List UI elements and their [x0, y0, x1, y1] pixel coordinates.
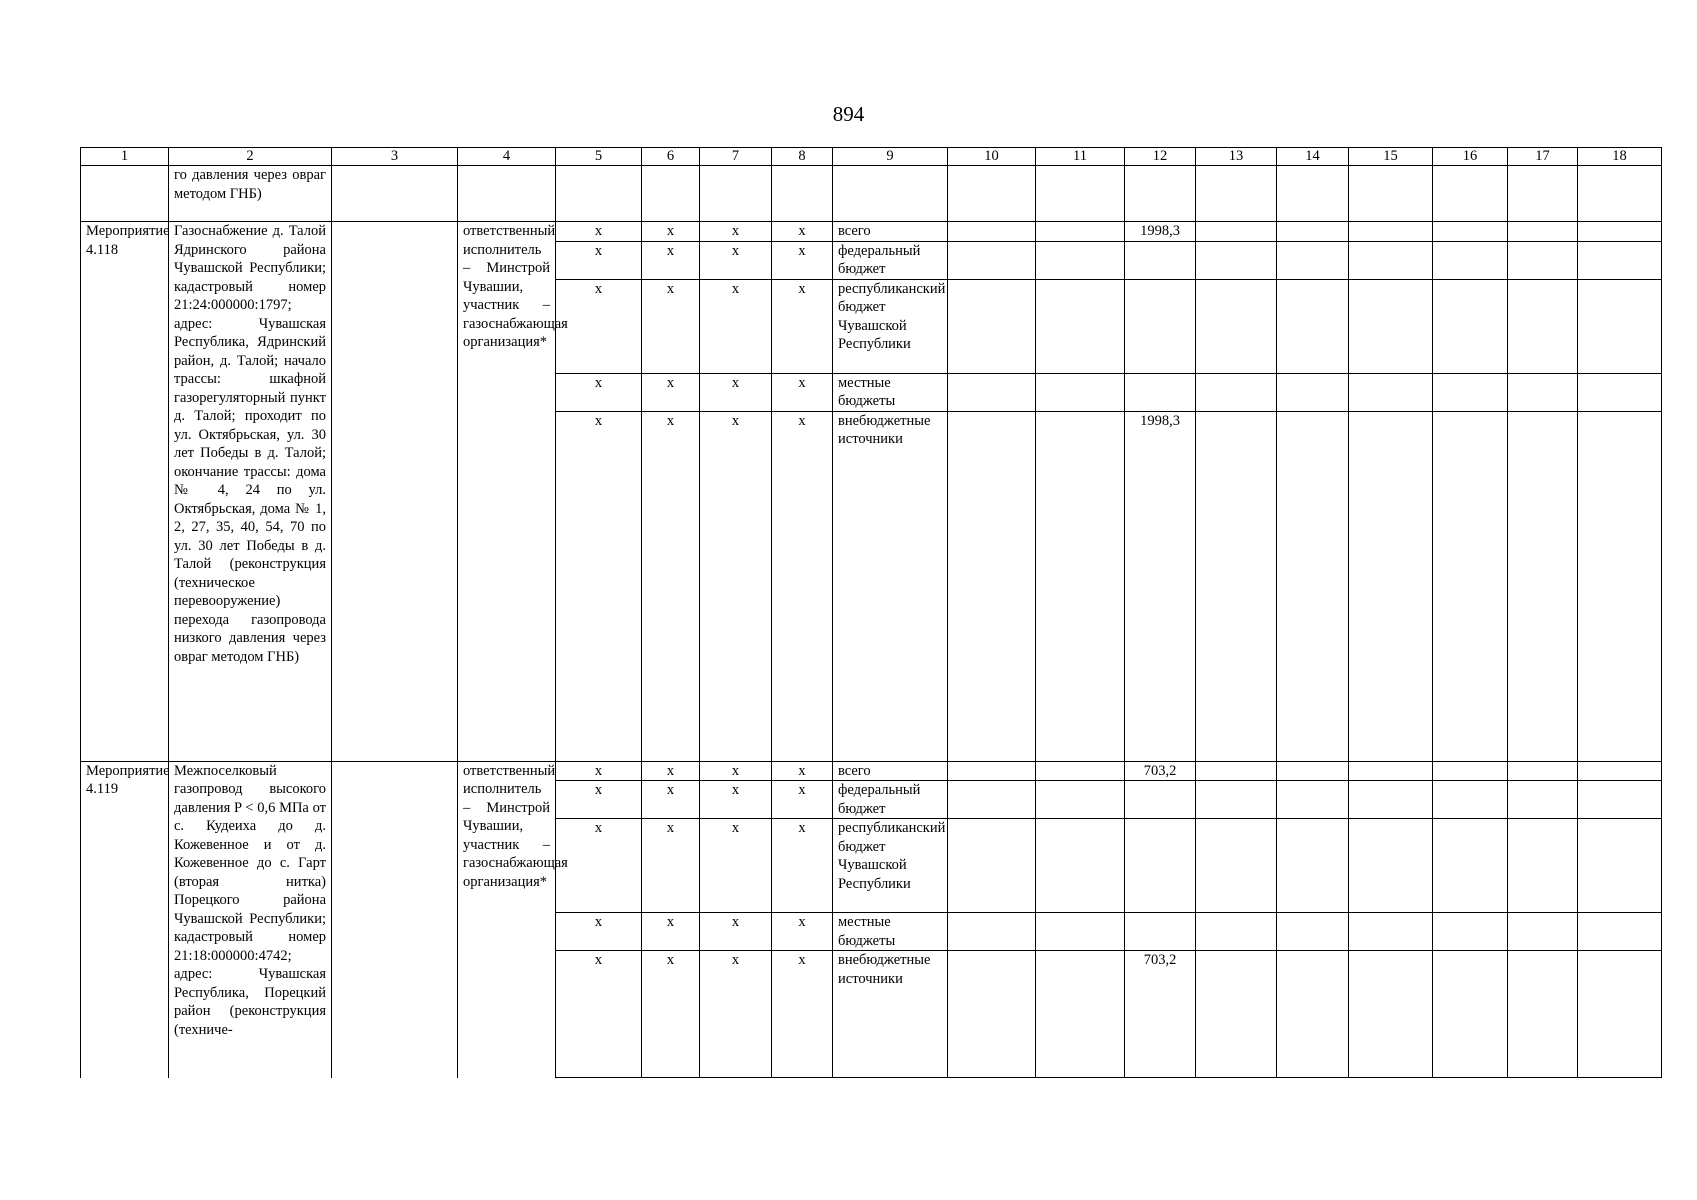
funding-source-name: всего	[833, 222, 948, 242]
empty-cell	[1349, 819, 1433, 913]
column-header: 13	[1196, 148, 1277, 166]
funding-source-name: республиканский бюджет Чувашской Республики	[833, 279, 948, 373]
empty-cell	[1433, 279, 1508, 373]
amount-col12: 1998,3	[1125, 222, 1196, 242]
empty-cell	[1578, 373, 1662, 411]
x-mark-cell: х	[556, 781, 642, 819]
column-header: 8	[772, 148, 833, 166]
funding-source-name: местные бюджеты	[833, 373, 948, 411]
measure-description: Межпоселковый газопровод высокого давления P < 0,6 МПа от с. Кудеиха до д. Кожевенное и от д. Кожевенное до с. Гарт (вторая нитка) Порецкого района Чувашской Республики; кадастровый номер 21:18:000000:4742; адрес: Чувашская Республика, Порецкий район (реконструкция (техниче-	[169, 761, 332, 1078]
x-mark-cell: х	[556, 761, 642, 781]
column-10-cell	[948, 279, 1036, 373]
x-mark-cell: х	[556, 411, 642, 761]
budget-table	[80, 147, 1662, 1078]
column-10-cell	[948, 951, 1036, 1078]
column-11-cell	[1036, 951, 1125, 1078]
empty-cell	[1196, 241, 1277, 279]
empty-cell	[1349, 222, 1433, 242]
continuation-row	[81, 166, 1662, 222]
empty-cell	[1508, 951, 1578, 1078]
x-mark-cell: х	[772, 279, 833, 373]
measure-id: Мероприятие 4.118	[81, 222, 169, 762]
x-mark-cell: х	[772, 913, 833, 951]
empty-cell	[1508, 761, 1578, 781]
empty-cell	[1196, 373, 1277, 411]
empty-cell	[1196, 279, 1277, 373]
column-header-row	[81, 148, 1662, 166]
x-mark-cell: х	[700, 761, 772, 781]
x-mark-cell: х	[642, 951, 700, 1078]
column-header: 5	[556, 148, 642, 166]
empty-cell	[1578, 913, 1662, 951]
column-header: 16	[1433, 148, 1508, 166]
empty-cell	[1277, 241, 1349, 279]
column-header: 3	[332, 148, 458, 166]
empty-cell	[1349, 241, 1433, 279]
column-header: 7	[700, 148, 772, 166]
column-10-cell	[948, 819, 1036, 913]
x-mark-cell: х	[772, 761, 833, 781]
amount-col12	[1125, 373, 1196, 411]
empty-cell	[1433, 819, 1508, 913]
x-mark-cell: х	[700, 951, 772, 1078]
empty-cell	[1433, 913, 1508, 951]
measure-row	[81, 222, 1662, 242]
funding-source-name: всего	[833, 761, 948, 781]
x-mark-cell: х	[642, 222, 700, 242]
column-10-cell	[948, 761, 1036, 781]
empty-cell	[1508, 781, 1578, 819]
empty-cell	[1578, 819, 1662, 913]
x-mark-cell: х	[772, 373, 833, 411]
funding-source-name: внебюджетные источники	[833, 951, 948, 1078]
x-mark-cell: х	[772, 411, 833, 761]
empty-cell	[1433, 373, 1508, 411]
empty-cell	[1578, 241, 1662, 279]
column-header: 17	[1508, 148, 1578, 166]
empty-cell	[1349, 951, 1433, 1078]
x-mark-cell: х	[700, 781, 772, 819]
responsible-executor: ответственный исполнитель – Минстрой Чувашии, участник – газоснабжающая организация*	[458, 761, 556, 1078]
x-mark-cell: х	[700, 411, 772, 761]
empty-cell	[1196, 819, 1277, 913]
empty-cell	[1508, 913, 1578, 951]
column-header: 11	[1036, 148, 1125, 166]
empty-cell	[1433, 411, 1508, 761]
measure-id: Мероприятие 4.119	[81, 761, 169, 1078]
column-11-cell	[1036, 222, 1125, 242]
x-mark-cell: х	[556, 913, 642, 951]
empty-cell	[1277, 279, 1349, 373]
x-mark-cell: х	[772, 819, 833, 913]
empty-cell	[1433, 781, 1508, 819]
empty-cell	[1578, 279, 1662, 373]
empty-cell	[1277, 781, 1349, 819]
amount-col12	[1125, 279, 1196, 373]
column-header: 6	[642, 148, 700, 166]
column-10-cell	[948, 781, 1036, 819]
empty-cell	[1349, 373, 1433, 411]
empty-cell	[1277, 222, 1349, 242]
x-mark-cell: х	[556, 951, 642, 1078]
x-mark-cell: х	[556, 819, 642, 913]
x-mark-cell: х	[700, 913, 772, 951]
empty-cell	[1349, 279, 1433, 373]
x-mark-cell: х	[556, 241, 642, 279]
funding-source-name: республиканский бюджет Чувашской Республики	[833, 819, 948, 913]
x-mark-cell: х	[642, 411, 700, 761]
column-3-cell	[332, 761, 458, 1078]
column-3-cell	[332, 222, 458, 762]
column-11-cell	[1036, 761, 1125, 781]
column-11-cell	[1036, 241, 1125, 279]
x-mark-cell: х	[642, 913, 700, 951]
x-mark-cell: х	[772, 241, 833, 279]
x-mark-cell: х	[642, 781, 700, 819]
empty-cell	[1349, 781, 1433, 819]
empty-cell	[1277, 411, 1349, 761]
empty-cell	[1196, 913, 1277, 951]
empty-cell	[1349, 411, 1433, 761]
column-10-cell	[948, 913, 1036, 951]
x-mark-cell: х	[700, 241, 772, 279]
empty-cell	[1508, 373, 1578, 411]
funding-source-name: федеральный бюджет	[833, 781, 948, 819]
empty-cell	[1508, 222, 1578, 242]
empty-cell	[1277, 373, 1349, 411]
amount-col12	[1125, 819, 1196, 913]
column-header: 15	[1349, 148, 1433, 166]
page-number: 894	[832, 102, 865, 126]
column-11-cell	[1036, 411, 1125, 761]
x-mark-cell: х	[700, 222, 772, 242]
empty-cell	[1196, 781, 1277, 819]
column-10-cell	[948, 241, 1036, 279]
x-mark-cell: х	[772, 951, 833, 1078]
empty-cell	[1277, 819, 1349, 913]
empty-cell	[1196, 951, 1277, 1078]
amount-col12: 1998,3	[1125, 411, 1196, 761]
empty-cell	[1277, 761, 1349, 781]
column-header: 10	[948, 148, 1036, 166]
column-header: 2	[169, 148, 332, 166]
column-header: 9	[833, 148, 948, 166]
measure-row	[81, 761, 1662, 781]
x-mark-cell: х	[642, 373, 700, 411]
amount-col12: 703,2	[1125, 761, 1196, 781]
x-mark-cell: х	[642, 279, 700, 373]
empty-cell	[1578, 411, 1662, 761]
empty-cell	[1349, 913, 1433, 951]
column-header: 12	[1125, 148, 1196, 166]
column-11-cell	[1036, 781, 1125, 819]
column-header: 14	[1277, 148, 1349, 166]
empty-cell	[1578, 222, 1662, 242]
column-10-cell	[948, 222, 1036, 242]
x-mark-cell: х	[700, 373, 772, 411]
measure-description: Газоснабжение д. Талой Ядринского района Чувашской Республики; кадастровый номер 21:24:000000:1797; адрес: Чувашская Республика, Ядринский район, д. Талой; начало трассы: шкафной газорегуляторный пункт д. Талой; проходит по ул. Октябрьская, ул. 30 лет Победы в д. Талой; окончание трассы: дома № 4, 24 по ул. Октябрьская, дома № 1, 2, 27, 35, 40, 54, 70 по ул. 30 лет Победы в д. Талой (реконструкция (техническое перевооружение) перехода газопровода низкого давления через овраг методом ГНБ)	[169, 222, 332, 762]
empty-cell	[1433, 241, 1508, 279]
empty-cell	[1578, 761, 1662, 781]
empty-cell	[1578, 781, 1662, 819]
empty-cell	[1578, 951, 1662, 1078]
funding-source-name: федеральный бюджет	[833, 241, 948, 279]
responsible-executor: ответственный исполнитель – Минстрой Чувашии, участник – газоснабжающая организация*	[458, 222, 556, 762]
empty-cell	[1433, 222, 1508, 242]
column-11-cell	[1036, 279, 1125, 373]
x-mark-cell: х	[772, 781, 833, 819]
amount-col12: 703,2	[1125, 951, 1196, 1078]
empty-cell	[1277, 913, 1349, 951]
empty-cell	[1508, 819, 1578, 913]
empty-cell	[1196, 222, 1277, 242]
empty-cell	[1433, 951, 1508, 1078]
empty-cell	[1196, 411, 1277, 761]
x-mark-cell: х	[642, 761, 700, 781]
column-10-cell	[948, 373, 1036, 411]
x-mark-cell: х	[700, 279, 772, 373]
funding-source-name: местные бюджеты	[833, 913, 948, 951]
column-10-cell	[948, 411, 1036, 761]
continuation-text: го давления через овраг методом ГНБ)	[169, 166, 332, 222]
x-mark-cell: х	[772, 222, 833, 242]
empty-cell	[1349, 761, 1433, 781]
empty-cell	[1277, 951, 1349, 1078]
x-mark-cell: х	[556, 279, 642, 373]
empty-cell	[1433, 761, 1508, 781]
column-11-cell	[1036, 373, 1125, 411]
empty-cell	[1508, 241, 1578, 279]
amount-col12	[1125, 781, 1196, 819]
x-mark-cell: х	[642, 819, 700, 913]
x-mark-cell: х	[642, 241, 700, 279]
column-header: 4	[458, 148, 556, 166]
column-header: 1	[81, 148, 169, 166]
empty-cell	[1508, 411, 1578, 761]
amount-col12	[1125, 913, 1196, 951]
column-11-cell	[1036, 819, 1125, 913]
x-mark-cell: х	[700, 819, 772, 913]
column-11-cell	[1036, 913, 1125, 951]
empty-cell	[1508, 279, 1578, 373]
x-mark-cell: х	[556, 222, 642, 242]
column-header: 18	[1578, 148, 1662, 166]
x-mark-cell: х	[556, 373, 642, 411]
funding-source-name: внебюджетные источники	[833, 411, 948, 761]
empty-cell	[1196, 761, 1277, 781]
amount-col12	[1125, 241, 1196, 279]
